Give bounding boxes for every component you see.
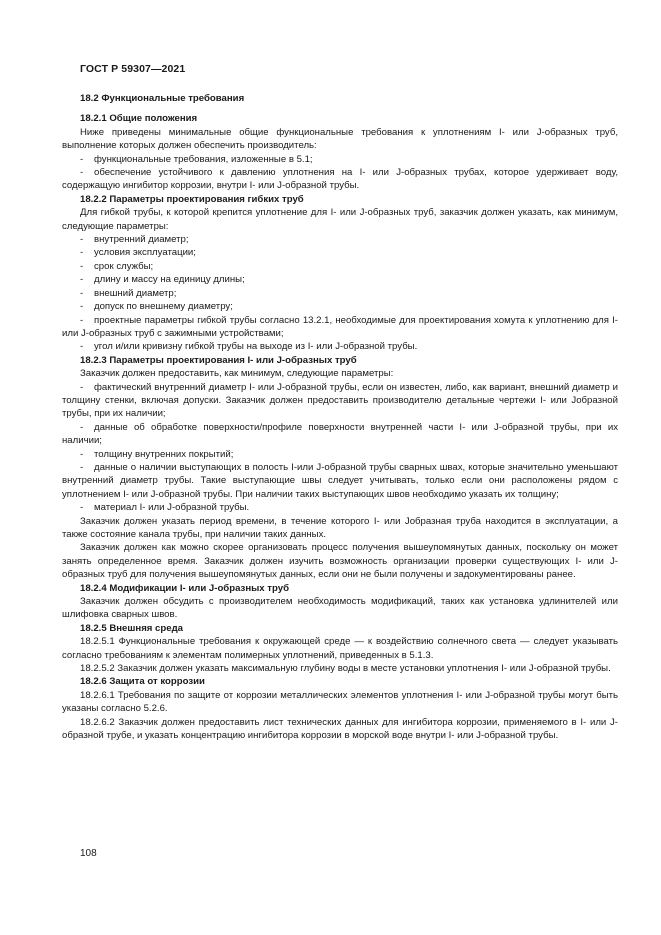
paragraph: Заказчик должен указать период времени, в течение которого I- или Jобразная труба находится в эксплуатации, а также состояние канала трубы, при наличии таких данных. bbox=[62, 515, 618, 540]
list-item-text: угол и/или кривизну гибкой трубы на выходе из I- или J-образной трубы. bbox=[94, 341, 418, 353]
list-dash: - bbox=[80, 260, 84, 272]
paragraph: 18.2.6.1 Требования по защите от коррозии металлических элементов уплотнения I- или J-образной трубы могут быть указаны согласно 5.2.6. bbox=[62, 689, 618, 715]
list-item bbox=[62, 381, 618, 421]
list-item-text: срок службы; bbox=[94, 260, 154, 272]
list-item bbox=[62, 260, 618, 273]
list-item bbox=[62, 448, 618, 461]
document-header: ГОСТ Р 59307—2021 bbox=[80, 63, 186, 75]
section-heading: 18.2.4 Модификации I- или J-образных труб bbox=[80, 582, 290, 594]
list-item bbox=[62, 461, 618, 501]
page-number: 108 bbox=[80, 848, 97, 859]
section-heading: 18.2 Функциональные требования bbox=[80, 93, 245, 104]
section-heading: 18.2.6 Защита от коррозии bbox=[80, 676, 205, 688]
list-item bbox=[62, 314, 618, 341]
list-item bbox=[62, 421, 618, 448]
list-item-text: длину и массу на единицу длины; bbox=[94, 274, 245, 286]
list-item bbox=[62, 233, 618, 246]
list-item-text: материал I- или J-образной трубы. bbox=[94, 502, 250, 514]
section-heading: 18.2.5 Внешняя среда bbox=[80, 622, 184, 634]
list-item-text: фактический внутренний диаметр I- или J-образной трубы, если он известен, либо, как вариант, внешний диаметр и толщину стенки, включая допуски. Заказчик должен предоставить производителю детальные чертежи I- или Jобразной трубы, при их наличии; bbox=[62, 381, 618, 420]
list-item-text: допуск по внешнему диаметру; bbox=[94, 301, 233, 313]
paragraph: Заказчик должен обсудить с производителем необходимость модификаций, таких как установка удлинителей или шлифовка сварных швов. bbox=[62, 596, 618, 621]
list-item-text: функциональные требования, изложенные в 5.1; bbox=[94, 153, 313, 165]
list-item-text: толщину внутренних покрытий; bbox=[94, 448, 234, 460]
list-dash: - bbox=[80, 341, 84, 353]
section-heading: 18.2.2 Параметры проектирования гибких труб bbox=[80, 193, 304, 205]
list-dash: - bbox=[80, 234, 84, 246]
paragraph: Заказчик должен как можно скорее организовать процесс получения вышеупомянутых данных, поскольку он может занять определенное время. Заказчик должен изучить возможность организации проверки существующих I- или J-образных труб для получения вышеупомянутых данных, если они не были получены и задокументированы ранее. bbox=[62, 542, 618, 581]
list-dash: - bbox=[80, 461, 84, 473]
list-item-text: внутренний диаметр; bbox=[94, 234, 189, 246]
list-dash: - bbox=[80, 448, 84, 460]
list-item-text: обеспечение устойчивого к давлению уплотнения на I- или J-образных трубах, которое удерживает воду, содержащую ингибитор коррозии, внутри I- или J-образной трубы. bbox=[62, 167, 618, 192]
list-item bbox=[62, 501, 618, 514]
list-item bbox=[62, 246, 618, 259]
list-dash: - bbox=[80, 167, 84, 179]
list-dash: - bbox=[80, 247, 84, 259]
list-dash: - bbox=[80, 301, 84, 313]
list-dash: - bbox=[80, 421, 84, 433]
paragraph: Заказчик должен предоставить, как минимум, следующие параметры: bbox=[80, 368, 394, 380]
list-dash: - bbox=[80, 502, 84, 514]
paragraph: Для гибкой трубы, к которой крепится уплотнение для I- или J-образных труб, заказчик должен указать, как минимум, следующие параметры: bbox=[62, 207, 618, 232]
list-item-text: условия эксплуатации; bbox=[94, 247, 196, 259]
list-dash: - bbox=[80, 381, 84, 393]
list-dash: - bbox=[80, 153, 84, 165]
paragraph: 18.2.5.2 Заказчик должен указать максимальную глубину воды в месте установки уплотнения I- или J-образной трубы. bbox=[80, 663, 611, 675]
list-item bbox=[62, 340, 618, 353]
list-item bbox=[62, 300, 618, 313]
list-item-text: данные об обработке поверхности/профиле поверхности внутренней части I- или J-образной трубы, при их наличии; bbox=[62, 421, 618, 447]
list-dash: - bbox=[80, 274, 84, 286]
list-item bbox=[62, 153, 618, 166]
list-item-text: данные о наличии выступающих в полость I-или J-образной трубы сварных швах, которые значительно уменьшают внутренний диаметр трубы. Такие выступающие швы следует учитывать, только если они расположены рядом с уплотнением I- или J-образной трубы. При наличии таких выступающих швов необходимо указать их толщину; bbox=[62, 461, 618, 500]
list-dash: - bbox=[80, 287, 84, 299]
list-item bbox=[62, 273, 618, 286]
list-item-text: внешний диаметр; bbox=[94, 287, 177, 299]
list-dash: - bbox=[80, 314, 84, 326]
list-item bbox=[62, 287, 618, 300]
paragraph: Ниже приведены минимальные общие функциональные требования к уплотнениям I- или J-образных труб, выполнение которых должен обеспечить производитель: bbox=[62, 126, 618, 152]
paragraph: 18.2.5.1 Функциональные требования к окружающей среде — к воздействию солнечного света — следует указывать согласно требованиям к элементам полимерных уплотнений, приведенных в 5.1.3. bbox=[62, 636, 618, 661]
list-item-text: проектные параметры гибкой трубы согласно 13.2.1, необходимые для проектирования хомута к уплотнению для I- или J-образных труб с зажимными устройствами; bbox=[62, 314, 618, 339]
section-heading: 18.2.3 Параметры проектирования I- или J-образных труб bbox=[80, 354, 357, 366]
section-heading: 18.2.1 Общие положения bbox=[80, 113, 198, 125]
document-body bbox=[62, 92, 618, 743]
list-item bbox=[62, 166, 618, 193]
paragraph: 18.2.6.2 Заказчик должен предоставить лист технических данных для ингибитора коррозии, применяемого в I- или J-образной трубе, и указать концентрацию ингибитора коррозии в морской воде внутри I- или J-образной трубы. bbox=[62, 716, 618, 742]
